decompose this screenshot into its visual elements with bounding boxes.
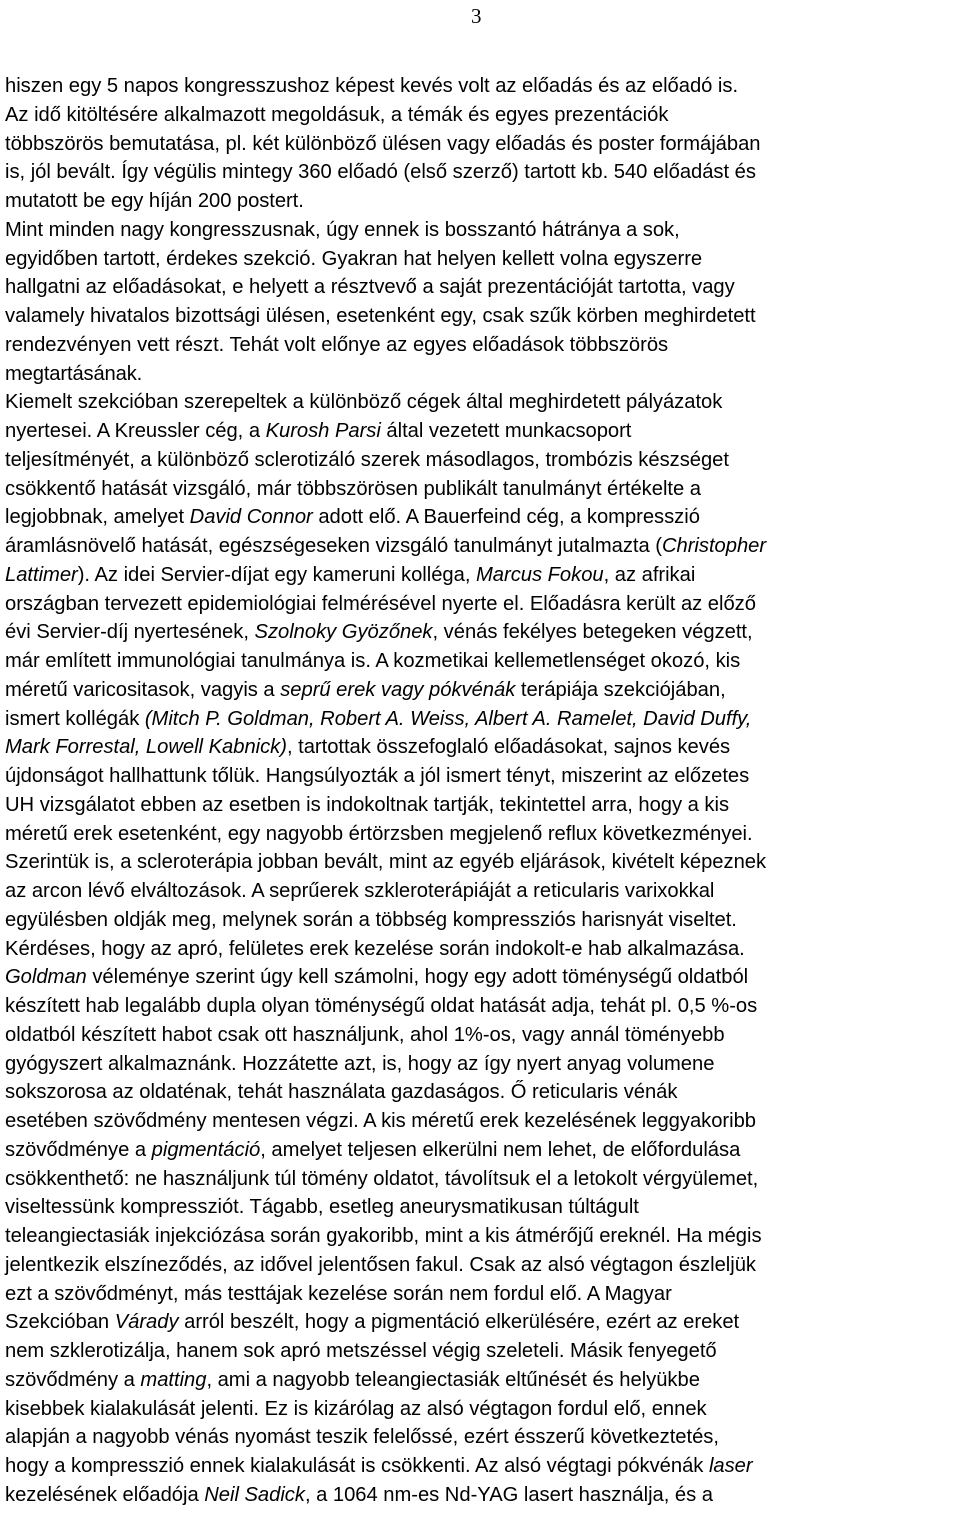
text-segment: Szerintük is, a scleroterápia jobban bevált, mint az egyéb eljárások, kivételt képeznek	[5, 851, 767, 874]
text-line	[5, 1452, 957, 1481]
text-line	[5, 273, 957, 302]
text-line	[5, 590, 957, 619]
text-line	[5, 417, 957, 446]
text-segment: nem szklerotizálja, hanem sok apró metszéssel végig szeleteli. Másik fenyegető	[5, 1340, 717, 1362]
text-line	[5, 963, 957, 992]
text-line	[5, 1366, 957, 1395]
text-line	[5, 532, 957, 561]
text-line	[5, 1308, 957, 1337]
text-line	[5, 446, 957, 475]
text-line	[5, 216, 957, 245]
italic-text: Lattimer	[5, 563, 78, 586]
text-segment: szövődménye a	[5, 1138, 152, 1161]
text-segment: évi Servier-díj nyertesének,	[5, 621, 255, 644]
text-line	[5, 187, 957, 216]
text-segment: Kiemelt szekcióban szerepeltek a különböző cégek által meghirdetett pályázatok	[5, 391, 723, 414]
italic-text: David Connor	[189, 506, 313, 529]
text-line	[5, 618, 957, 647]
text-segment: hiszen egy 5 napos kongresszushoz képest kevés volt az előadás és az előadó is.	[5, 75, 739, 97]
text-segment: rendezvényen vett részt. Tehát volt előnye az egyes előadások többszörös	[5, 333, 669, 356]
text-line	[5, 1107, 957, 1136]
text-segment: áramlásnövelő hatását, egészségeseken vizsgáló tanulmányt jutalmazta (	[5, 535, 662, 557]
italic-text: pigmentáció	[151, 1138, 261, 1161]
text-segment: valamely hivatalos bizottsági ülésen, esetenként egy, csak szűk körben meghirdetett	[5, 305, 756, 327]
text-segment: , amelyet teljesen elkerülni nem lehet, de előfordulása	[260, 1138, 741, 1161]
text-segment: , ami a nagyobb teleangiectasiák eltűnését és helyükbe	[206, 1368, 700, 1391]
text-segment: megtartásának.	[5, 362, 143, 385]
text-segment: az arcon lévő elváltozások. A seprűerek szkleroterápiáját a reticularis varixokkal	[5, 880, 715, 902]
text-segment: már említett immunológiai tanulmánya is. A kozmetikai kellemetlenséget okozó, kis	[5, 650, 741, 672]
text-segment: együlésben oldják meg, melynek során a többség kompressziós harisnyát viseltet.	[5, 908, 737, 931]
text-segment: mutatott be egy híján 200 postert.	[5, 190, 304, 212]
text-line	[5, 1337, 957, 1366]
text-segment: oldatból készített habot csak ott használjunk, ahol 1%-os, vagy annál töményebb	[5, 1023, 725, 1046]
text-line	[5, 877, 957, 906]
text-segment: , tartottak összefoglaló előadásokat, sajnos kevés	[286, 736, 731, 759]
text-line	[5, 331, 957, 360]
text-line	[5, 302, 957, 331]
text-segment: , az afrikai	[603, 563, 696, 586]
text-segment: hogy a kompresszió ennek kialakulását is csökkenti. Az alsó végtagi pókvénák	[5, 1455, 709, 1477]
text-line	[5, 1423, 957, 1452]
text-segment: csökkentő hatását vizsgáló, már többszörösen publikált tanulmányt értékelte a	[5, 477, 701, 500]
text-line	[5, 848, 957, 877]
text-line	[5, 72, 957, 101]
italic-text: seprű erek vagy pókvénák	[280, 678, 516, 701]
text-line	[5, 1193, 957, 1222]
italic-text: Mark Forrestal, Lowell Kabnick)	[5, 736, 287, 759]
text-segment: alapján a nagyobb vénás nyomást teszik felelőssé, ezért ésszerű következtetés,	[5, 1426, 719, 1449]
text-line	[5, 1165, 957, 1194]
text-segment: jelentkezik elszíneződés, az idővel jelentősen fakul. Csak az alsó végtagon észleljük	[5, 1253, 756, 1276]
text-segment: , a 1064 nm-es Nd-YAG lasert használja, és a	[304, 1483, 713, 1506]
text-segment: is, jól bevált. Így végülis mintegy 360 előadó (első szerző) tartott kb. 540 előadást és	[5, 161, 756, 184]
text-segment: adott elő. A Bauerfeind cég, a kompresszió	[312, 506, 700, 529]
text-line	[5, 992, 957, 1021]
text-line	[5, 101, 957, 130]
italic-text: Kurosh Parsi	[265, 420, 381, 442]
text-segment: által vezetett munkacsoport	[380, 420, 632, 442]
text-line	[5, 1251, 957, 1280]
text-segment: sokszorosa az oldaténak, tehát használata gazdaságos. Ő reticularis vénák	[5, 1081, 678, 1104]
italic-text: matting	[140, 1368, 207, 1391]
text-segment: méretű varicositasok, vagyis a	[5, 678, 281, 701]
text-segment: csökkenthető: ne használjunk túl tömény oldatot, távolítsuk el a letokolt vérgyülemet,	[5, 1167, 759, 1190]
text-line	[5, 130, 957, 159]
text-line	[5, 360, 957, 389]
text-segment: Az idő kitöltésére alkalmazott megoldásuk, a témák és egyes prezentációk	[5, 103, 669, 126]
text-line	[5, 158, 957, 187]
article-body	[5, 72, 957, 1510]
text-line	[5, 1136, 957, 1165]
italic-text: laser	[708, 1455, 753, 1477]
text-segment: nyertesei. A Kreussler cég, a	[5, 420, 266, 442]
text-line	[5, 1078, 957, 1107]
text-segment: méretű erek esetenként, egy nagyobb értörzsben megjelenő reflux következményei.	[5, 822, 753, 845]
text-line	[5, 503, 957, 532]
text-segment: egyidőben tartott, érdekes szekció. Gyakran hat helyen kellett volna egyszerre	[5, 247, 703, 270]
text-segment: Mint minden nagy kongresszusnak, úgy ennek is bosszantó hátránya a sok,	[5, 218, 680, 241]
text-segment: véleménye szerint úgy kell számolni, hogy egy adott töménységű oldatból	[86, 966, 749, 989]
text-line	[5, 676, 957, 705]
text-segment: viseltessünk kompressziót. Tágabb, esetleg aneurysmatikusan túltágult	[5, 1196, 639, 1219]
italic-text: Goldman	[5, 966, 87, 989]
text-segment: ). Az idei Servier-díjat egy kameruni kolléga,	[77, 563, 476, 586]
text-line	[5, 647, 957, 676]
text-line	[5, 1050, 957, 1079]
text-line	[5, 1222, 957, 1251]
page-number: 3	[471, 4, 482, 28]
text-line	[5, 762, 957, 791]
text-segment: ezt a szövődményt, más testtájak kezelése során nem fordul elő. A Magyar	[5, 1282, 672, 1305]
text-segment: UH vizsgálatot ebben az esetben is indokoltnak tartják, tekintettel arra, hogy a kis	[5, 793, 730, 816]
text-line	[5, 388, 957, 417]
text-segment: teljesítményét, a különböző sclerotizáló szerek másodlagos, trombózis készséget	[5, 448, 729, 471]
text-segment: kisebbek kialakulását jelenti. Ez is kizárólag az alsó végtagon fordul elő, ennek	[5, 1397, 707, 1420]
text-line	[5, 906, 957, 935]
text-line	[5, 561, 957, 590]
text-segment: országban tervezett epidemiológiai felmérésével nyerte el. Előadásra került az előző	[5, 592, 756, 615]
text-segment: készített hab legalább dupla olyan töménységű oldat hatását adja, tehát pl. 0,5 %-os	[5, 995, 758, 1017]
text-line	[5, 935, 957, 964]
text-segment: Szekcióban	[5, 1311, 115, 1334]
italic-text: Várady	[114, 1311, 179, 1334]
text-segment: gyógyszert alkalmaznánk. Hozzátette azt, is, hogy az így nyert anyag volumene	[5, 1052, 715, 1075]
text-segment: , vénás fekélyes betegeken végzett,	[432, 621, 753, 644]
text-line	[5, 733, 957, 762]
text-line	[5, 820, 957, 849]
text-line	[5, 791, 957, 820]
text-segment: újdonságot hallhattunk tőlük. Hangsúlyozták a jól ismert tényt, miszerint az előzetes	[5, 765, 750, 787]
italic-text: Neil Sadick	[204, 1483, 305, 1506]
text-segment: kezelésének előadója	[5, 1483, 205, 1506]
text-line	[5, 1280, 957, 1309]
italic-text: Christopher	[661, 535, 767, 557]
text-line	[5, 1021, 957, 1050]
text-segment: legjobbnak, amelyet	[5, 506, 190, 529]
text-segment: hallgatni az előadásokat, e helyett a résztvevő a saját prezentációját tartotta, vagy	[5, 276, 735, 299]
text-segment: esetében szövődmény mentesen végzi. A kis méretű erek kezelésének leggyakoribb	[5, 1110, 756, 1132]
text-line	[5, 1395, 957, 1424]
text-line	[5, 705, 957, 734]
text-segment: arról beszélt, hogy a pigmentáció elkerülésére, ezért az ereket	[178, 1311, 740, 1334]
text-line	[5, 245, 957, 274]
text-line	[5, 1481, 957, 1510]
text-segment: többszörös bemutatása, pl. két különböző ülésen vagy előadás és poster formájában	[5, 132, 761, 155]
text-segment: teleangiectasiák injekciózása során gyakoribb, mint a kis átmérőjű ereknél. Ha mégis	[5, 1225, 762, 1247]
text-segment: terápiája szekciójában,	[515, 678, 726, 701]
text-segment: ismert kollégák	[5, 707, 145, 730]
text-line	[5, 475, 957, 504]
italic-text: (Mitch P. Goldman, Robert A. Weiss, Albert A. Ramelet, David Duffy,	[144, 707, 752, 730]
text-segment: szövődmény a	[5, 1368, 141, 1391]
italic-text: Szolnoky Gyözőnek	[254, 621, 433, 644]
text-segment: Kérdéses, hogy az apró, felületes erek kezelése során indokolt-e hab alkalmazása.	[5, 937, 745, 960]
italic-text: Marcus Fokou	[476, 563, 604, 586]
